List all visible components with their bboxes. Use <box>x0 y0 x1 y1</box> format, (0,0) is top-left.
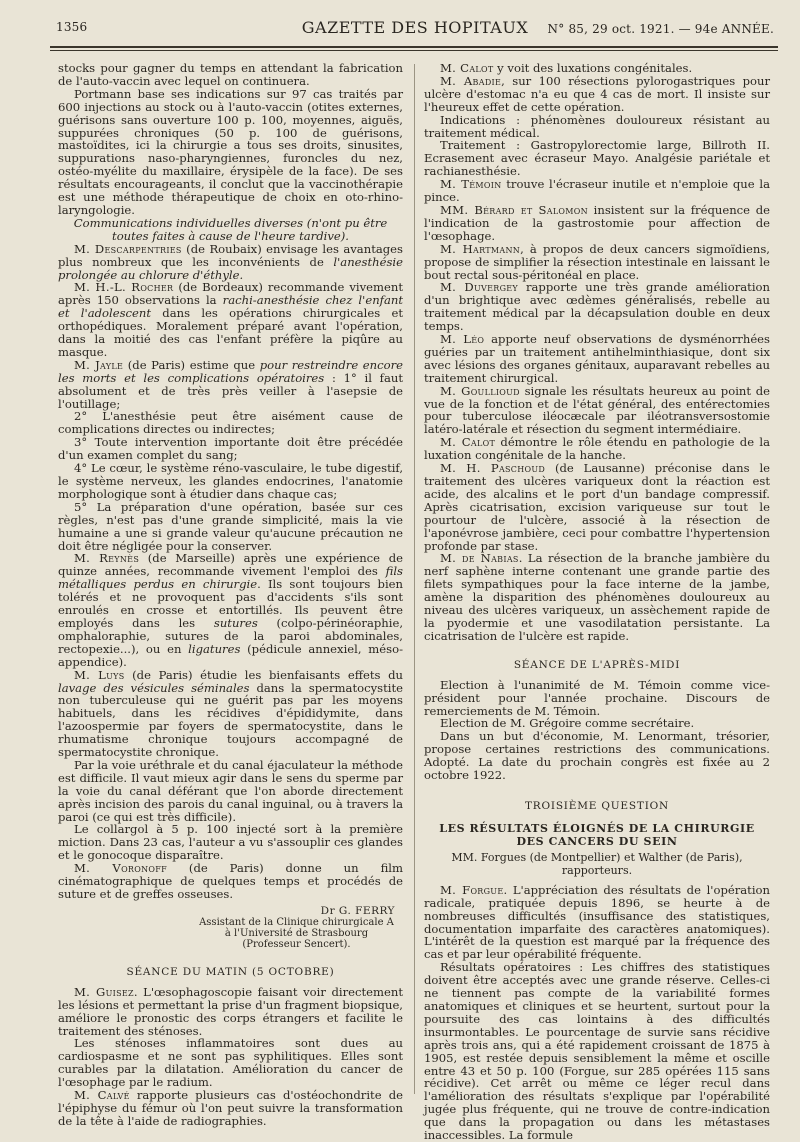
text: dans les opérations chirurgicales et orthopédiques. Moralement préparé avant l'opération, dans la moitié des cas l'enfant préfère la piqûre au masque. <box>58 306 403 359</box>
text: signale les résultats heureux au point de vue de la fonction et de l'état général, des entérectomies pour tuberculose iléocæcale par iléotransversostomie latéro-latérale et résection du segment intermédiaire. <box>424 383 771 437</box>
column-divider <box>414 64 415 1094</box>
text: (colpo-périnéoraphie, omphaloraphie, sutures de la paroi abdominales, rectopexie...), ou en <box>58 615 403 656</box>
article-title: LES RÉSULTATS ÉLOIGNÉS DE LA CHIRURGIE DES CANCERS DU SEIN <box>439 821 755 848</box>
text: (de Paris) estime que <box>123 357 260 372</box>
author-name: M. Goullioud <box>440 383 520 398</box>
page-number: 1356 <box>56 20 88 34</box>
text: ligatures <box>188 641 241 656</box>
paragraph <box>58 552 403 668</box>
text: , à propos de deux cancers sigmoïdiens, propose de simplifier la résection intestinale en laissant le bout rectal sous-péritonéal en place. <box>424 241 770 282</box>
paragraph <box>58 669 403 759</box>
right-column <box>424 62 770 1142</box>
author-name: M. Calvé <box>74 1088 130 1103</box>
paragraph <box>58 862 403 901</box>
author-name: MM. Bérard et Salomon <box>440 202 588 217</box>
text: rachi-anesthésie chez l'enfant et l'adolescent <box>58 293 403 321</box>
paragraph <box>424 884 770 961</box>
paragraph: Par la voie uréthrale et du canal éjaculateur la méthode est difficile. Il vaut mieux agir dans le sens du sperme par la voie du canal déférant que l'on aborde directement après incision des parois du canal inguinal, ou à travers la paroi (ce qui est très difficile). <box>58 757 403 824</box>
paragraph <box>58 986 403 1038</box>
text: . L'appréciation des résultats de l'opération radicale, pratiquée depuis 1896, se heurte à de nombreuses difficultés (insuffisance des statistiques, documentation imparfaite des caractères anatomiques). L'intérêt de la question est marqué par la fréquence des cas et par leur opérabilité fréquente. <box>424 882 770 962</box>
text: rapporte une très grande amélioration d'un brightique avec œdèmes généralisés, rebelle au traitement médical par la décapsulation double en deux temps. <box>424 280 770 334</box>
author-name: M. H. Paschoud <box>440 461 546 476</box>
list-item: 5° La préparation d'une opération, basée sur ces règles, n'est pas d'une grande simplicité, mais la vie humaine a une si grande valeur qu'aucune précaution ne doit être négligée pour la conserver. <box>58 499 403 553</box>
list-item: 3° Toute intervention importante doit être précédée d'un examen complet du sang; <box>58 435 403 463</box>
text: (de Lausanne) préconise dans le traitement des ulcères variqueux dont la réaction est acide, des alcalins et le port d'un bandage compressif. Après cicatrisation, excision variqueuse sur tout le pourtour de l'ulcère, associé à la résection de l'aponévrose jambière, ceci pour combattre l'hypertension profonde par stase. <box>424 461 771 553</box>
author-name: M. Voronoff <box>74 861 167 876</box>
paragraph: Traitement : Gastropylorectomie large, Billroth II. Ecrasement avec écraseur Mayo. Analgésie pariétale et rachianesthésie. <box>424 138 770 179</box>
signature-affiliation: (Professeur Sencert). <box>242 938 351 950</box>
author-name: M. Luys <box>74 667 125 682</box>
header-rule-thick <box>50 46 778 48</box>
paragraph <box>424 385 770 437</box>
author-name: M. Témoin <box>440 177 502 192</box>
text: (de Paris) étudie les bienfaisants effets du <box>124 667 404 682</box>
paragraph <box>58 1089 403 1128</box>
text: : 1° il faut absolument et de très près veiller à l'asepsie de l'outillage; <box>58 370 403 411</box>
text: fils métalliques perdus en chirurgie <box>58 564 403 592</box>
author-name: M. Reynès <box>74 551 140 566</box>
paragraph: stocks pour gagner du temps en attendant la fabrication de l'auto-vaccin avec lequel on continuera. <box>58 61 403 88</box>
author-name: M. Forgue <box>440 882 504 897</box>
paragraph <box>424 552 770 642</box>
author-name: M. Jayle <box>74 357 124 372</box>
list-item: 2° L'anesthésie peut être aisément cause de complications directes ou indirectes; <box>58 409 403 437</box>
paragraph <box>58 243 403 282</box>
paragraph: Dans un but d'économie, M. Lenormant, trésorier, propose certaines restrictions des communications. Adopté. La date du prochain congrès est fixée au 2 octobre 1922. <box>424 729 770 783</box>
text: y voit des luxations congénitales. <box>493 61 693 75</box>
text: (de Bordeaux) recommande vivement après 150 observations la <box>58 280 403 308</box>
journal-title: GAZETTE DES HOPITAUX <box>301 18 529 37</box>
text: sutures <box>213 615 258 630</box>
paragraph <box>424 204 770 243</box>
author-name: M. Duvergey <box>440 280 519 295</box>
text: lavage des vésicules séminales <box>58 680 250 695</box>
text: apporte neuf observations de dysménorrhées guéries par un traitement antihelminthiasique, dont six avec lésions des organes génitaux, auparavant rebelles au traitement chirurgical. <box>424 332 770 385</box>
paragraph <box>58 281 403 358</box>
text: (de Marseille) après une expérience de quinze années, recommande vivement l'emploi des <box>58 551 403 579</box>
signature-name: Dr G. FERRY <box>320 904 395 917</box>
list-item: 4° Le cœur, le système réno-vasculaire, le tube digestif, le système nerveux, les glandes endocrines, l'anatomie morphologique sont à étudier dans chaque cas; <box>58 461 403 501</box>
paragraph: Election à l'unanimité de M. Témoin comme vice-président pour l'année prochaine. Discours de remerciements de M. Témoin. <box>424 677 770 718</box>
left-column <box>58 62 403 1128</box>
paragraph <box>58 359 403 411</box>
paragraph <box>424 462 770 552</box>
text: pour restreindre encore les morts et les complications opératoires <box>58 357 404 385</box>
rapporteurs-byline: MM. Forgues (de Montpellier) et Walther (de Paris), rapporteurs. <box>451 850 743 877</box>
author-name: M. Calot <box>440 435 496 450</box>
section-heading-afternoon: SÉANCE DE L'APRÈS-MIDI <box>513 658 681 671</box>
author-name: M. Hartmann <box>440 241 521 256</box>
paragraph: Résultats opératoires : Les chiffres des statistiques doivent être acceptés avec une grande réserve. Celles-ci ne tiennent pas compte de la variabilité formes anatomiques et cliniques et se heurtent, surtout pour la poursuite des cas lointains à des difficultés insurmontables. Le pourcentage de survie sans récidive après trois ans, qui a été rapidement croissant de 1875 à 1905, est restée depuis sensiblement la même et oscille entre 43 et 50 p. 100 (Forgue, sur 285 opérées 115 sans récidive). Cet arrêt ou même ce léger recul dans l'amélioration des résultats s'explique par l'opérabilité jugée plus fréquente, qui ne trouve de contre-indication que dans la propagation ou dans les métastases inaccessibles. La formule <box>424 960 770 1142</box>
section-heading-morning: SÉANCE DU MATIN (5 OCTOBRE) <box>126 965 335 978</box>
author-name: M. Abadie <box>440 73 502 88</box>
text: . L'œsophagoscopie faisant voir directement les lésions et permettant la prise d'un fragment biopsique, améliore le pronostic des corps étrangers et facilite le traitement des sténoses. <box>58 984 404 1038</box>
text: , sur 100 résections pylorogastriques pour ulcère d'estomac n'a eu que 4 cas de mort. Il insiste sur l'heureux effet de cette opération. <box>424 73 771 114</box>
signature-affiliation: à l'Université de Strasbourg <box>224 927 369 939</box>
paragraph <box>424 436 770 462</box>
text: . Ils sont toujours bien tolérés et ne provoquent pas d'accidents s'ils sont enroulés en crosse et entortillés. Ils peuvent être employés dans les <box>58 577 403 630</box>
header-rule-thin <box>50 50 778 51</box>
text: démontre le rôle étendu en pathologie de la luxation congénitale de la hanche. <box>424 435 770 463</box>
subheading-communications: Communications individuelles diverses (n'ont pu être toutes faites à cause de l'heure tardive). <box>73 215 388 243</box>
paragraph <box>424 243 770 282</box>
paragraph <box>424 281 770 333</box>
text: l'anesthésie prolongée au chlorure d'éthyle. <box>58 254 403 282</box>
author-name: M. Descarpentries <box>74 241 182 256</box>
paragraph: Les sténoses inflammatoires sont dues au cardiospasme et ne sont pas syphilitiques. Elles sont curables par la dilatation. Amélioration du cancer de l'œsophage par le radium. <box>58 1036 403 1090</box>
text: insistent sur la fréquence de l'indication de la gastrostomie pour affection de l'œsophage. <box>424 202 771 243</box>
paragraph <box>424 75 770 114</box>
issue-info: N° 85, 29 oct. 1921. — 94e ANNÉE. <box>547 22 774 36</box>
author-name: M. H.-L. Rocher <box>74 280 174 295</box>
paragraph <box>424 178 770 204</box>
text: (de Roubaix) envisage les avantages plus nombreux que les inconvénients de <box>58 241 403 269</box>
paragraph: Election de M. Grégoire comme secrétaire. <box>440 716 695 731</box>
section-heading-third-question: TROISIÈME QUESTION <box>524 799 670 812</box>
text: dans la spermatocystite non tuberculeuse qui ne guérit pas par les moyens habituels, dans les récidives d'épididymite, dans l'azoospermie par foyers de spermatocystite, dans le rhumatisme chronique toujours accompagné de spermatocystite chronique. <box>58 680 403 760</box>
author-name: M. Guisez <box>74 984 134 999</box>
running-header <box>50 20 780 44</box>
paragraph: Portmann base ses indications sur 97 cas traités par 600 injections au stock ou à l'auto-vaccin (otites externes, guérisons sans ouverture 100 p. 100, moyennes, aiguës, suppurées chroniques (50 p. 100 de guérisons, mastoïdites, ici la chirurgie a tous ses droits, sinusites, suppurations naso-pharyngiennes, furoncles du nez, ostéo-myélite du maxillaire, érysipèle de la face). De ses résultats encourageants, il conclut que la vaccinothérapie est une méthode thérapeutique de choix en oto-rhino-laryngologie. <box>58 86 403 217</box>
text: . La résection de la branche jambière du nerf saphène interne contenant une grande partie des filets sympathiques pour la face interne de la jambe, amène la disparition des phénomènes douloureux au niveau des ulcères variqueux, un assèchement rapide de la pyodermie et une vasodilatation persistante. La cicatrisation de l'ulcère est rapide. <box>424 551 771 643</box>
paragraph: Indications : phénomènes douloureux résistant au traitement médical. <box>424 112 770 140</box>
paragraph: Le collargol à 5 p. 100 injecté sort à la première miction. Dans 23 cas, l'auteur a vu s'assouplir ces glandes et le gonocoque disparaître. <box>58 822 403 863</box>
text: trouve l'écraseur inutile et n'emploie que la pince. <box>424 177 770 205</box>
text: rapporte plusieurs cas d'ostéochondrite de l'épiphyse du fémur où l'on peut suivre la transformation de la tête à l'aide de radiographies. <box>58 1088 403 1128</box>
text: (pédicule annexiel, méso-appendice). <box>58 641 403 669</box>
author-name: M. Calot <box>440 61 494 75</box>
paragraph <box>424 333 770 385</box>
text: (de Paris) donne un film cinématographique de quelques temps et procédés de suture et de greffes osseuses. <box>58 861 403 901</box>
author-name: M. Léo <box>440 332 485 347</box>
signature-block <box>58 906 395 950</box>
signature-affiliation: Assistant de la Clinique chirurgicale A <box>199 916 394 928</box>
author-name: M. de Nabias <box>440 551 519 566</box>
